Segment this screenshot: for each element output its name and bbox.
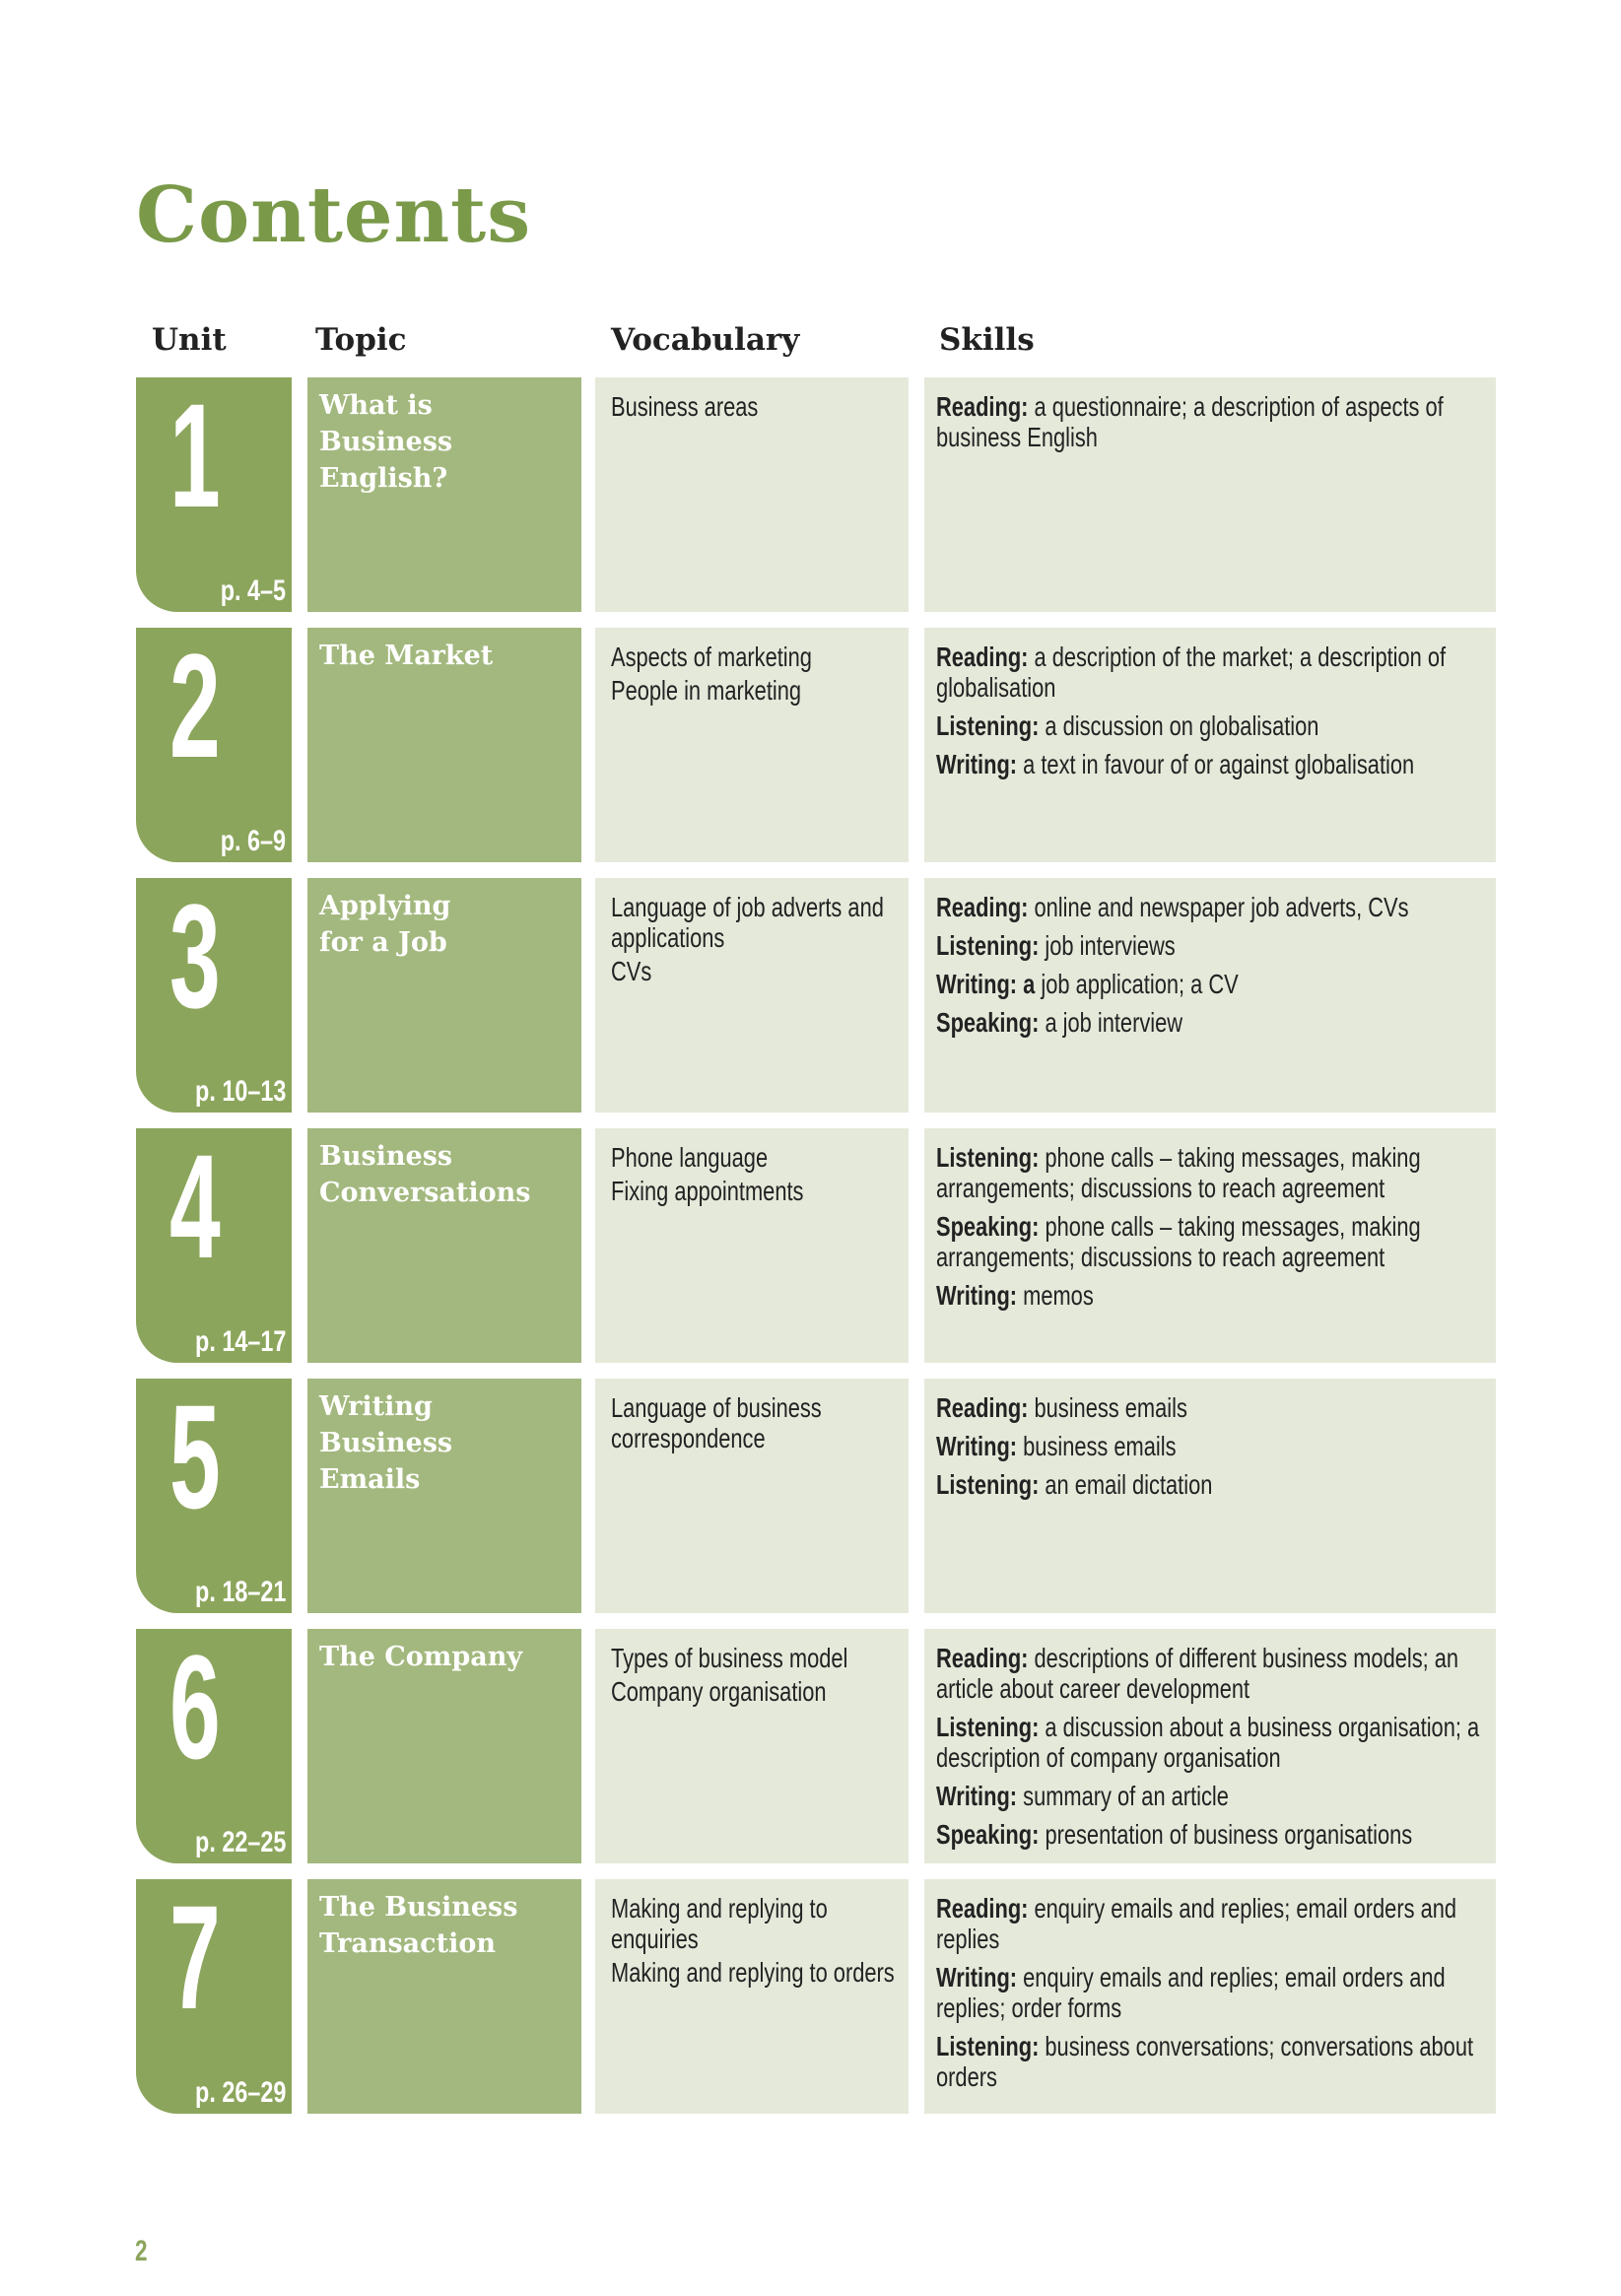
unit-number: 5	[169, 1374, 221, 1539]
skill-description: descriptions of different business models; an article about career development	[936, 1643, 1459, 1704]
skill-label: Reading:	[936, 1643, 1029, 1673]
skills-cell	[924, 878, 1496, 1113]
skill-item	[936, 1893, 1486, 1954]
skill-item	[936, 1962, 1486, 2023]
unit-block	[136, 372, 292, 612]
vocabulary-item: Language of business correspondence	[611, 1392, 822, 1453]
skill-item	[936, 1643, 1486, 1704]
skill-description: job interviews	[1039, 930, 1176, 961]
vocabulary-cell	[595, 628, 909, 862]
vocabulary-item: Language of job adverts and applications	[611, 892, 884, 953]
skill-item	[936, 1280, 1486, 1311]
skill-label: Reading:	[936, 892, 1029, 922]
unit-page-range: p. 14–17	[194, 1325, 286, 1358]
skill-item	[936, 1142, 1486, 1203]
unit-page-range: p. 6–9	[220, 825, 286, 857]
skill-label: Listening:	[936, 930, 1040, 961]
skill-label: Reading:	[936, 1893, 1029, 1924]
vocabulary-item: CVs	[611, 956, 652, 986]
unit-block	[136, 1874, 292, 2114]
skill-description: a job interview	[1039, 1007, 1183, 1038]
skill-label: Reading:	[936, 1392, 1029, 1423]
page-number: 2	[135, 2235, 148, 2267]
unit-number: 2	[169, 623, 221, 788]
skills-cell	[924, 1879, 1496, 2114]
skill-item	[936, 642, 1486, 703]
skill-label: Speaking:	[936, 1819, 1040, 1850]
unit-number: 4	[169, 1123, 221, 1289]
skill-description: phone calls – taking messages, making arrangements; discussions to reach agreement	[936, 1142, 1421, 1203]
skills-cell	[924, 1128, 1496, 1363]
skill-label: Listening:	[936, 1142, 1040, 1173]
skill-item	[936, 1007, 1486, 1038]
unit-row	[136, 372, 1496, 612]
unit-page-range: p. 4–5	[220, 574, 286, 607]
unit-number: 3	[169, 873, 221, 1039]
topic-cell	[307, 878, 581, 1113]
unit-row	[136, 1374, 1496, 1613]
skill-description: enquiry emails and replies; email orders and replies	[936, 1893, 1457, 1954]
column-header-vocabulary: Vocabulary	[611, 322, 800, 358]
vocabulary-item: Phone language	[611, 1142, 769, 1173]
unit-page-range: p. 22–25	[194, 1826, 286, 1858]
skill-item	[936, 749, 1486, 779]
skill-item	[936, 1211, 1486, 1272]
contents-table	[136, 372, 1496, 2129]
unit-page-range: p. 26–29	[194, 2076, 286, 2109]
skill-item	[936, 1781, 1486, 1811]
skill-label: Listening:	[936, 710, 1040, 741]
topic-title: Applying for a Job	[319, 891, 451, 958]
unit-block	[136, 873, 292, 1113]
skills-cell	[924, 1379, 1496, 1613]
topic-cell	[307, 1879, 581, 2114]
topic-title: The Market	[319, 641, 494, 671]
topic-cell	[307, 1629, 581, 1863]
skill-label: Writing:	[936, 749, 1018, 779]
skill-item	[936, 1392, 1486, 1423]
skill-description: summary of an article	[1017, 1781, 1229, 1811]
vocabulary-cell	[595, 1379, 909, 1613]
unit-number: 7	[169, 1874, 221, 2040]
topic-title: Business Conversations	[319, 1141, 531, 1208]
skill-item	[936, 2031, 1486, 2092]
unit-number: 1	[169, 372, 221, 538]
skill-label: Listening:	[936, 1469, 1040, 1500]
unit-row	[136, 623, 1496, 862]
unit-row	[136, 1874, 1496, 2114]
skill-label: Speaking:	[936, 1007, 1040, 1038]
unit-page-range: p. 10–13	[194, 1075, 286, 1108]
unit-block	[136, 623, 292, 862]
skill-item	[936, 710, 1486, 741]
column-header-topic: Topic	[315, 322, 407, 358]
skill-description: a description of the market; a description of globalisation	[936, 642, 1447, 703]
skill-description: memos	[1017, 1280, 1094, 1311]
skills-cell	[924, 628, 1496, 862]
column-header-skills: Skills	[939, 322, 1035, 358]
skill-label: Listening:	[936, 2031, 1040, 2061]
page-title: Contents	[136, 170, 532, 260]
vocabulary-cell	[595, 377, 909, 612]
skill-item	[936, 892, 1486, 922]
skill-item	[936, 1819, 1486, 1850]
topic-cell	[307, 1128, 581, 1363]
skills-cell	[924, 1629, 1496, 1863]
vocabulary-item: People in marketing	[611, 675, 802, 706]
skill-item	[936, 1712, 1486, 1773]
vocabulary-item: Types of business model	[611, 1643, 848, 1673]
skill-description: a discussion about a business organisation; a description of company organisation	[936, 1712, 1480, 1773]
skill-item	[936, 1469, 1486, 1500]
vocabulary-cell	[595, 878, 909, 1113]
unit-row	[136, 1624, 1496, 1863]
topic-cell	[307, 628, 581, 862]
skill-description: business emails	[1028, 1392, 1187, 1423]
skill-item	[936, 930, 1486, 961]
vocabulary-item: Making and replying to orders	[611, 1957, 895, 1988]
skill-description: enquiry emails and replies; email orders and replies; order forms	[936, 1962, 1446, 2023]
skill-item	[936, 391, 1486, 452]
topic-title: The Company	[319, 1642, 523, 1672]
skill-description: business conversations; conversations about orders	[936, 2031, 1474, 2092]
skill-description: phone calls – taking messages, making arrangements; discussions to reach agreement	[936, 1211, 1421, 1272]
skill-description: a text in favour of or against globalisation	[1017, 749, 1415, 779]
vocabulary-cell	[595, 1128, 909, 1363]
unit-block	[136, 1624, 292, 1863]
unit-row	[136, 873, 1496, 1113]
vocabulary-item: Company organisation	[611, 1676, 827, 1707]
unit-page-range: p. 18–21	[194, 1576, 286, 1608]
skill-label: Writing:	[936, 1781, 1018, 1811]
topic-cell	[307, 377, 581, 612]
vocabulary-cell	[595, 1629, 909, 1863]
skills-cell	[924, 377, 1496, 612]
unit-block	[136, 1123, 292, 1363]
unit-row	[136, 1123, 1496, 1363]
topic-cell	[307, 1379, 581, 1613]
skill-label: Reading:	[936, 391, 1029, 422]
skill-label: Writing: a	[936, 969, 1036, 999]
skill-label: Writing:	[936, 1962, 1018, 1992]
skill-label: Listening:	[936, 1712, 1040, 1742]
skill-label: Writing:	[936, 1280, 1018, 1311]
topic-title: The Business Transaction	[319, 1892, 518, 1959]
skill-label: Reading:	[936, 642, 1029, 672]
skill-description: an email dictation	[1039, 1469, 1213, 1500]
unit-number: 6	[169, 1624, 221, 1790]
topic-title: Writing Business Emails	[319, 1391, 453, 1495]
vocabulary-item: Making and replying to enquiries	[611, 1893, 828, 1954]
column-header-unit: Unit	[152, 322, 227, 358]
skill-description: online and newspaper job adverts, CVs	[1028, 892, 1409, 922]
skill-item	[936, 1431, 1486, 1461]
vocabulary-item: Fixing appointments	[611, 1176, 804, 1206]
skill-description: a discussion on globalisation	[1039, 710, 1319, 741]
skill-description: job application; a CV	[1035, 969, 1239, 999]
vocabulary-item: Aspects of marketing	[611, 642, 812, 672]
skill-description: presentation of business organisations	[1039, 1819, 1413, 1850]
skill-item	[936, 969, 1486, 999]
vocabulary-item: Business areas	[611, 391, 759, 422]
skill-label: Speaking:	[936, 1211, 1040, 1242]
skill-label: Writing:	[936, 1431, 1018, 1461]
vocabulary-cell	[595, 1879, 909, 2114]
topic-title: What is Business English?	[319, 390, 453, 494]
skill-description: a questionnaire; a description of aspects of business English	[936, 391, 1444, 452]
unit-block	[136, 1374, 292, 1613]
skill-description: business emails	[1017, 1431, 1177, 1461]
